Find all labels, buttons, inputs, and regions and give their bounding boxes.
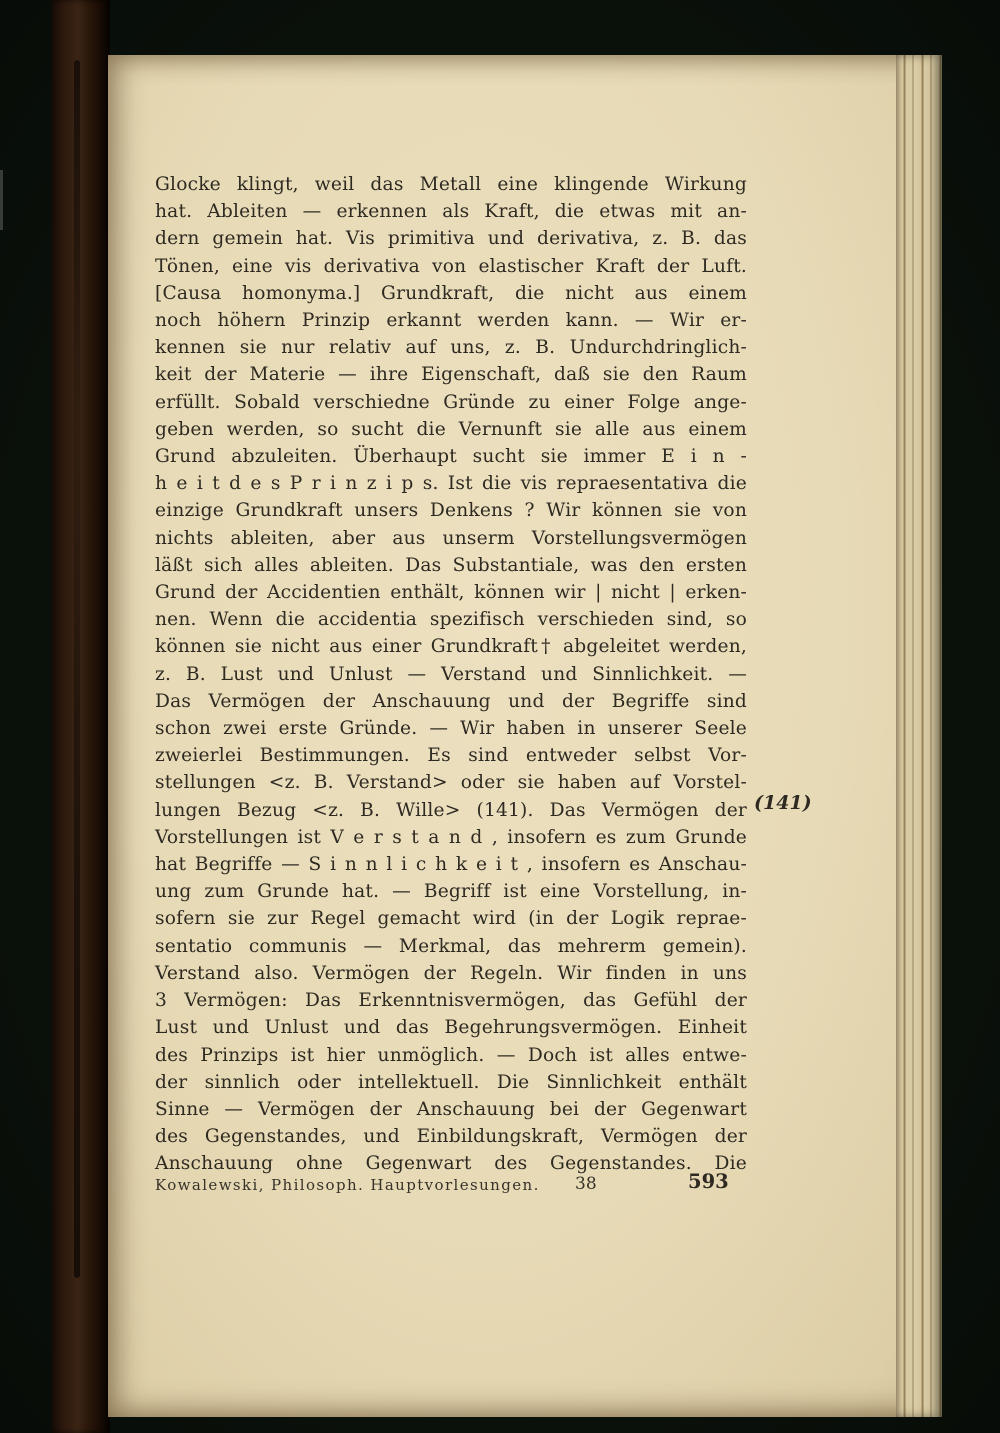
text-line: Anschauung ohne Gegenwart des Gegenstandes. Die bbox=[155, 1153, 747, 1175]
text-line: Tönen, eine vis derivativa von elastischer Kraft der Luft. bbox=[155, 255, 747, 277]
text-line: des Prinzips ist hier unmöglich. — Doch ist alles entwe- bbox=[155, 1044, 747, 1066]
text-line: stellungen <z. B. Verstand> oder sie haben auf Vorstel- bbox=[155, 772, 747, 794]
text-line: hat Begriffe — S i n n l i c h k e i t , insofern es Anschau- bbox=[155, 854, 747, 876]
text-line: Glocke klingt, weil das Metall eine klingende Wirkung bbox=[155, 174, 747, 195]
text-block bbox=[155, 171, 747, 1178]
text-line: der sinnlich oder intellektuell. Die Sinnlichkeit enthält bbox=[155, 1071, 747, 1093]
text-line: nichts ableiten, aber aus unserm Vorstellungsvermögen bbox=[155, 527, 747, 549]
book-page bbox=[108, 55, 942, 1417]
text-line: ung zum Grunde hat. — Begriff ist eine Vorstellung, in- bbox=[155, 881, 747, 903]
text-line: keit der Materie — ihre Eigenschaft, daß sie den Raum bbox=[155, 364, 747, 386]
text-line: einzige Grundkraft unsers Denkens ? Wir können sie von bbox=[155, 500, 747, 522]
book-spine bbox=[52, 0, 110, 1433]
text-line: Vorstellungen ist V e r s t a n d , insofern es zum Grunde bbox=[155, 826, 747, 848]
text-line: des Gegenstandes, und Einbildungskraft, Vermögen der bbox=[155, 1126, 747, 1148]
text-line: geben werden, so sucht die Vernunft sie alle aus einem bbox=[155, 418, 747, 440]
text-line: können sie nicht aus einer Grundkraft† abgeleitet werden, bbox=[155, 636, 747, 658]
text-line: kennen sie nur relativ auf uns, z. B. Undurchdringlich- bbox=[155, 337, 747, 359]
text-line: Verstand also. Vermögen der Regeln. Wir finden in uns bbox=[155, 962, 747, 984]
text-line: Lust und Unlust und das Begehrungsvermögen. Einheit bbox=[155, 1017, 747, 1039]
text-line: sofern sie zur Regel gemacht wird (in der Logik reprae- bbox=[155, 908, 747, 930]
text-line: zweierlei Bestimmungen. Es sind entweder selbst Vor- bbox=[155, 745, 747, 767]
text-line: sentatio communis — Merkmal, das mehrerm gemein). bbox=[155, 935, 747, 957]
text-line: hat. Ableiten — erkennen als Kraft, die etwas mit an- bbox=[155, 201, 747, 223]
page-footer bbox=[155, 1172, 747, 1202]
text-line: 3 Vermögen: Das Erkenntnisvermögen, das Gefühl der bbox=[155, 990, 747, 1012]
text-line: lungen Bezug <z. B. Wille> (141). Das Vermögen der bbox=[155, 799, 747, 821]
text-line: erfüllt. Sobald verschiedne Gründe zu einer Folge ange- bbox=[155, 391, 747, 413]
text-line: Das Vermögen der Anschauung und der Begriffe sind bbox=[155, 690, 747, 712]
text-line: nen. Wenn die accidentia spezifisch verschieden sind, so bbox=[155, 609, 747, 631]
text-line: [Causa homonyma.] Grundkraft, die nicht aus einem bbox=[155, 282, 747, 304]
text-line: läßt sich alles ableiten. Das Substantiale, was den ersten bbox=[155, 554, 747, 576]
footer-signature: Kowalewski, Philosoph. Hauptvorlesungen. bbox=[155, 1176, 540, 1194]
text-line: z. B. Lust und Unlust — Verstand und Sinnlichkeit. — bbox=[155, 663, 747, 685]
text-line: schon zwei erste Gründe. — Wir haben in unserer Seele bbox=[155, 718, 747, 740]
text-line: noch höhern Prinzip erkannt werden kann. — Wir er- bbox=[155, 310, 747, 332]
margin-note: (141) bbox=[754, 792, 812, 814]
scan-artifact bbox=[0, 170, 3, 230]
text-line: Sinne — Vermögen der Anschauung bei der Gegenwart bbox=[155, 1098, 747, 1120]
footer-page-number: 593 bbox=[688, 1170, 729, 1193]
page-stack-edges bbox=[896, 55, 942, 1417]
text-line: dern gemein hat. Vis primitiva und derivativa, z. B. das bbox=[155, 228, 747, 250]
text-line: h e i t d e s P r i n z i p s. Ist die vis repraesentativa die bbox=[155, 473, 747, 495]
footer-sheet-number: 38 bbox=[575, 1174, 597, 1194]
text-line: Grund der Accidentien enthält, können wir | nicht | erken- bbox=[155, 582, 747, 604]
text-line: Grund abzuleiten. Überhaupt sucht sie immer E i n - bbox=[155, 446, 747, 468]
